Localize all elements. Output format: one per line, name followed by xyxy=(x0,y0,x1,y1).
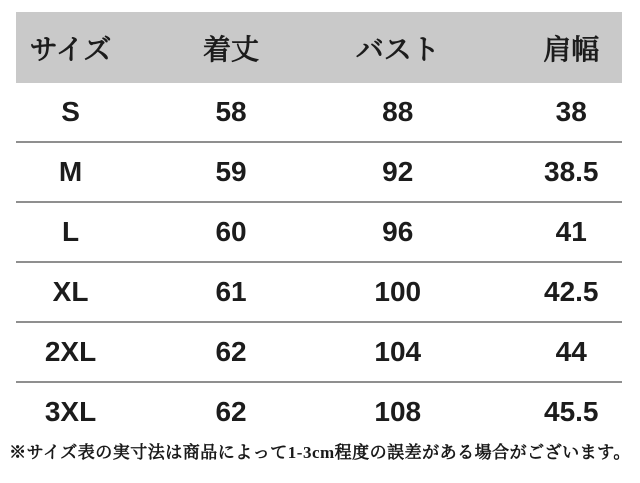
column-header-size: サイズ xyxy=(29,34,112,66)
table-row-2xl xyxy=(16,323,622,383)
cell-bust: 108 xyxy=(374,396,422,427)
table-row-s xyxy=(16,83,622,143)
cell-bust: 104 xyxy=(374,336,422,367)
table-row-3xl xyxy=(16,383,622,441)
cell-length: 59 xyxy=(215,156,247,187)
cell-length: 60 xyxy=(215,216,247,247)
cell-size: XL xyxy=(52,276,89,307)
table-header-row xyxy=(16,12,622,83)
cell-shoulder: 45.5 xyxy=(544,396,599,427)
table-row-l xyxy=(16,203,622,263)
cell-bust: 100 xyxy=(374,276,422,307)
cell-shoulder: 44 xyxy=(555,336,587,367)
size-tolerance-note: ※サイズ表の実寸法は商品によって1-3cm程度の誤差がある場合がございます。 xyxy=(9,443,631,462)
size-table xyxy=(16,12,622,441)
cell-size: L xyxy=(61,216,80,247)
cell-length: 62 xyxy=(215,396,247,427)
cell-size: 3XL xyxy=(44,396,97,427)
table-row-m xyxy=(16,143,622,203)
column-header-bust: バスト xyxy=(355,34,440,66)
cell-size: M xyxy=(58,156,83,187)
cell-shoulder: 42.5 xyxy=(544,276,599,307)
table-row-xl xyxy=(16,263,622,323)
cell-bust: 88 xyxy=(382,96,414,127)
cell-size: 2XL xyxy=(44,336,97,367)
cell-shoulder: 41 xyxy=(555,216,587,247)
cell-shoulder: 38 xyxy=(555,96,587,127)
cell-size: S xyxy=(61,96,80,127)
cell-bust: 92 xyxy=(382,156,414,187)
cell-length: 61 xyxy=(215,276,247,307)
cell-length: 62 xyxy=(215,336,247,367)
cell-shoulder: 38.5 xyxy=(544,156,599,187)
cell-bust: 96 xyxy=(382,216,414,247)
cell-length: 58 xyxy=(215,96,247,127)
column-header-shoulder: 肩幅 xyxy=(543,34,600,66)
column-header-length: 着丈 xyxy=(203,34,260,66)
